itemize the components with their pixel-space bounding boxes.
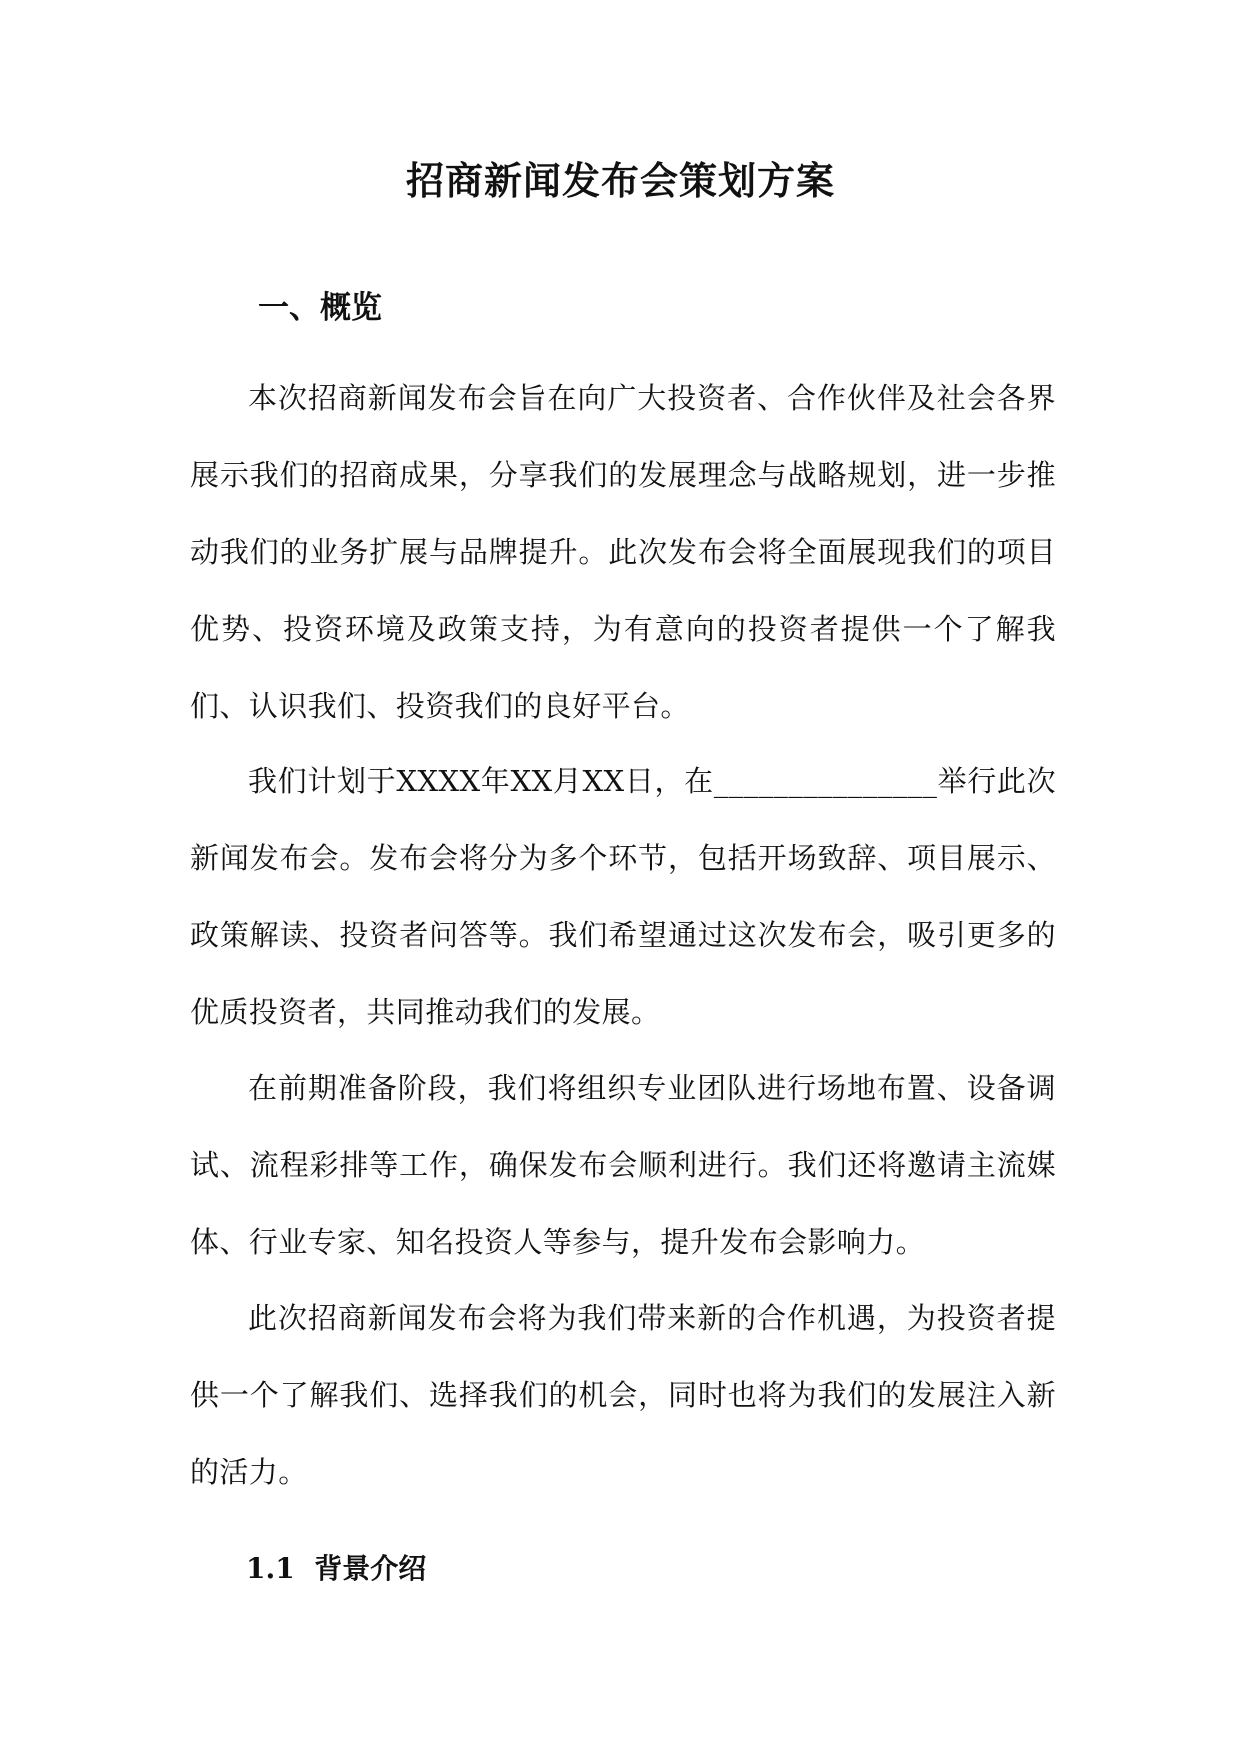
- paragraph-1: 本次招商新闻发布会旨在向广大投资者、合作伙伴及社会各界展示我们的招商成果，分享我们的发展理念与战略规划，进一步推动我们的业务扩展与品牌提升。此次发布会将全面展现我们的项目优势、投资环境及政策支持，为有意向的投资者提供一个了解我们、认识我们、投资我们的良好平台。: [190, 381, 1056, 723]
- paragraph-4: 此次招商新闻发布会将为我们带来新的合作机遇，为投资者提供一个了解我们、选择我们的机会，同时也将为我们的发展注入新的活力。: [190, 1301, 1056, 1489]
- document-title: 招商新闻发布会策划方案: [405, 158, 835, 203]
- section-heading-overview: 一、概览: [258, 290, 382, 326]
- paragraph-2: 我们计划于XXXX年XX月XX日，在_______________举行此次新闻发布会。发布会将分为多个环节，包括开场致辞、项目展示、政策解读、投资者问答等。我们希望通过这次发布会，吸引更多的优质投资者，共同推动我们的发展。: [190, 764, 1056, 1029]
- paragraph-3: 在前期准备阶段，我们将组织专业团队进行场地布置、设备调试、流程彩排等工作，确保发布会顺利进行。我们还将邀请主流媒体、行业专家、知名投资人等参与，提升发布会影响力。: [190, 1071, 1056, 1259]
- subsection-heading-background: 1.1 背景介绍: [246, 1552, 427, 1585]
